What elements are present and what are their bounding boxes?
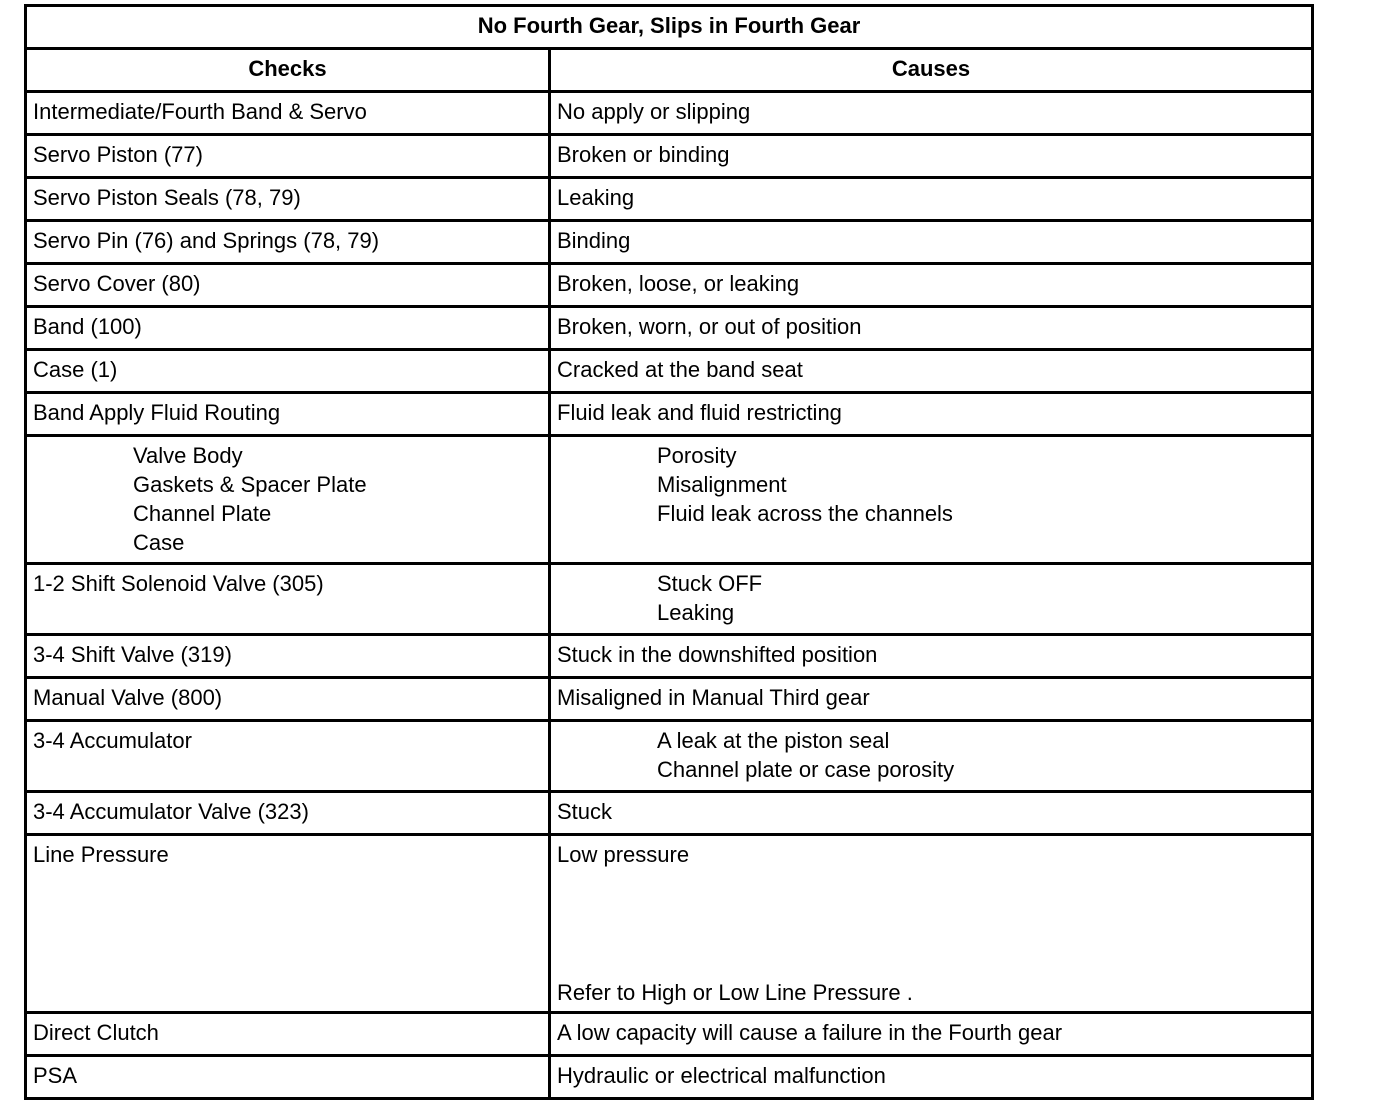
line-pressure-cause bbox=[557, 840, 1305, 1007]
cause-cell: Hydraulic or electrical malfunction bbox=[550, 1056, 1313, 1099]
cause-cell: Misaligned in Manual Third gear bbox=[550, 678, 1313, 721]
table-row bbox=[26, 178, 1313, 221]
header-causes: Causes bbox=[550, 49, 1313, 92]
check-cell: Servo Piston (77) bbox=[26, 135, 550, 178]
cause-top: Low pressure bbox=[557, 842, 690, 867]
table-row bbox=[26, 678, 1313, 721]
cause-cell: Binding bbox=[550, 221, 1313, 264]
routing-sub-causes bbox=[550, 436, 1313, 564]
table-title: No Fourth Gear, Slips in Fourth Gear bbox=[26, 6, 1313, 49]
check-cell: Intermediate/Fourth Band & Servo bbox=[26, 92, 550, 135]
table-row bbox=[26, 350, 1313, 393]
cause-cell: Cracked at the band seat bbox=[550, 350, 1313, 393]
cause-cell bbox=[550, 835, 1313, 1013]
table-row bbox=[26, 635, 1313, 678]
table-row bbox=[26, 92, 1313, 135]
routing-sub-checks bbox=[26, 436, 550, 564]
cause-cell: A low capacity will cause a failure in the Fourth gear bbox=[550, 1013, 1313, 1056]
sub-cause: Misalignment bbox=[657, 472, 787, 497]
check-cell: Manual Valve (800) bbox=[26, 678, 550, 721]
check-cell: Case (1) bbox=[26, 350, 550, 393]
check-cell: 3-4 Accumulator Valve (323) bbox=[26, 792, 550, 835]
cause-cell bbox=[550, 721, 1313, 792]
table-row bbox=[26, 307, 1313, 350]
cause-cell bbox=[550, 564, 1313, 635]
check-cell: PSA bbox=[26, 1056, 550, 1099]
check-cell: 1-2 Shift Solenoid Valve (305) bbox=[26, 564, 550, 635]
cause-cell: Broken or binding bbox=[550, 135, 1313, 178]
table-row bbox=[26, 792, 1313, 835]
cause-cell: No apply or slipping bbox=[550, 92, 1313, 135]
routing-sub-row bbox=[26, 436, 1313, 564]
table-row bbox=[26, 393, 1313, 436]
sub-check: Valve Body bbox=[133, 443, 243, 468]
check-cell: Servo Piston Seals (78, 79) bbox=[26, 178, 550, 221]
cause-cell: Stuck in the downshifted position bbox=[550, 635, 1313, 678]
sub-cause: A leak at the piston seal bbox=[657, 728, 890, 753]
sub-cause: Fluid leak across the channels bbox=[657, 501, 953, 526]
table-row bbox=[26, 221, 1313, 264]
table-row bbox=[26, 264, 1313, 307]
line-pressure-row bbox=[26, 835, 1313, 1013]
sub-check: Gaskets & Spacer Plate bbox=[133, 472, 367, 497]
check-cell: Servo Cover (80) bbox=[26, 264, 550, 307]
header-checks: Checks bbox=[26, 49, 550, 92]
sub-cause: Stuck OFF bbox=[657, 571, 763, 596]
table-row bbox=[26, 1056, 1313, 1099]
sub-cause: Leaking bbox=[657, 600, 735, 625]
check-cell: 3-4 Accumulator bbox=[26, 721, 550, 792]
sub-cause: Porosity bbox=[657, 443, 737, 468]
table-row bbox=[26, 721, 1313, 792]
check-cell: Band Apply Fluid Routing bbox=[26, 393, 550, 436]
cause-cell: Stuck bbox=[550, 792, 1313, 835]
cause-reference: Refer to High or Low Line Pressure . bbox=[557, 980, 913, 1005]
check-cell: Band (100) bbox=[26, 307, 550, 350]
table-row bbox=[26, 1013, 1313, 1056]
sub-check: Channel Plate bbox=[133, 501, 272, 526]
cause-cell: Broken, loose, or leaking bbox=[550, 264, 1313, 307]
table-row bbox=[26, 564, 1313, 635]
cause-cell: Leaking bbox=[550, 178, 1313, 221]
check-cell: Direct Clutch bbox=[26, 1013, 550, 1056]
check-cell: Servo Pin (76) and Springs (78, 79) bbox=[26, 221, 550, 264]
cause-cell: Broken, worn, or out of position bbox=[550, 307, 1313, 350]
diagnostic-table bbox=[24, 4, 1314, 1100]
table-row bbox=[26, 135, 1313, 178]
cause-cell: Fluid leak and fluid restricting bbox=[550, 393, 1313, 436]
sub-cause: Channel plate or case porosity bbox=[657, 757, 955, 782]
check-cell: Line Pressure bbox=[26, 835, 550, 1013]
check-cell: 3-4 Shift Valve (319) bbox=[26, 635, 550, 678]
sub-check: Case bbox=[133, 530, 185, 555]
